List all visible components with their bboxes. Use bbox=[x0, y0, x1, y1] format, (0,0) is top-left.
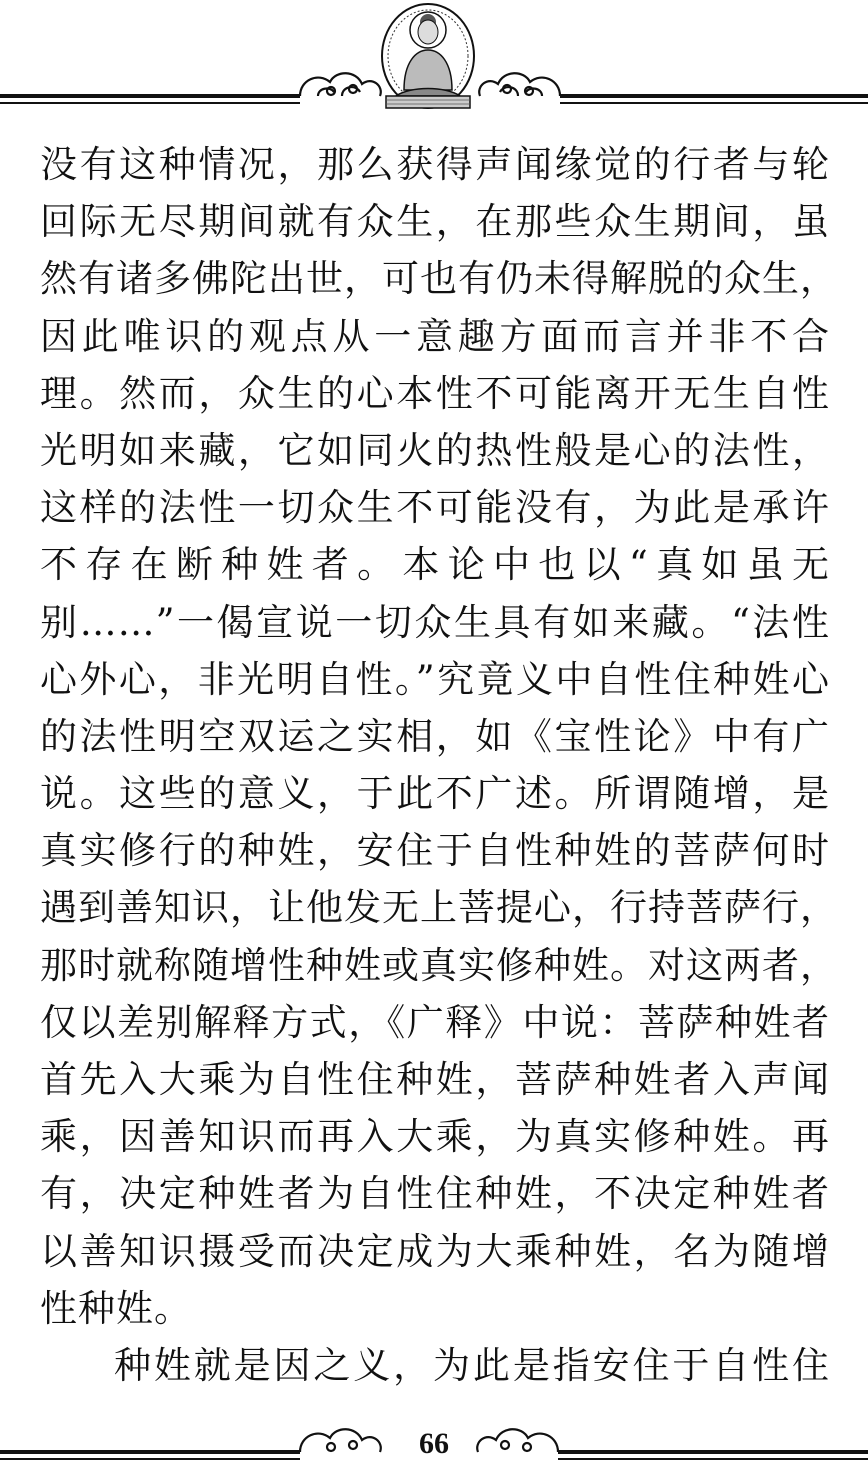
text-line: 光明如来藏，它如同火的热性般是心的法性， bbox=[40, 428, 830, 472]
page-header-ornament bbox=[0, 0, 868, 120]
text-line: 因此唯识的观点从一意趣方面而言并非不合 bbox=[40, 314, 830, 358]
text-line: 别……”一偈宣说一切众生具有如来藏。“法性 bbox=[40, 600, 830, 644]
text-line: 性种姓。 bbox=[40, 1286, 192, 1330]
text-line: 那时就称随增性种姓或真实修种姓。对这两者， bbox=[40, 943, 838, 987]
paragraph-1 bbox=[40, 136, 838, 1337]
text-line: 理。然而，众生的心本性不可能离开无生自性 bbox=[40, 371, 830, 415]
footer-right-double-rule bbox=[558, 1450, 868, 1460]
text-line: 遇到善知识，让他发无上菩提心，行持菩萨行， bbox=[40, 886, 838, 930]
text-line: 的法性明空双运之实相，如《宝性论》中有广 bbox=[40, 714, 830, 758]
text-line: 有，决定种姓者为自性住种姓，不决定种姓者 bbox=[40, 1172, 830, 1216]
header-left-double-rule bbox=[0, 94, 300, 104]
text-line: 不存在断种姓者。本论中也以“真如虽无 bbox=[40, 543, 830, 587]
text-line: 没有这种情况，那么获得声闻缘觉的行者与轮 bbox=[40, 143, 830, 186]
footer-left-cloud-icon bbox=[300, 1429, 381, 1452]
text-line: 说。这些的意义，于此不广述。所谓随增，是 bbox=[40, 772, 830, 816]
seated-buddha-icon bbox=[382, 4, 474, 108]
header-right-double-rule bbox=[560, 94, 868, 104]
header-left-cloud-icon bbox=[300, 73, 381, 96]
text-line: 这样的法性一切众生不可能没有，为此是承许 bbox=[40, 486, 830, 530]
text-line: 心外心，非光明自性。”究竟义中自性住种姓心 bbox=[40, 657, 830, 701]
text-line: 种姓就是因之义，为此是指安住于自性住 bbox=[114, 1343, 830, 1387]
text-line: 仅以差别解释方式，《广释》中说：菩萨种姓者 bbox=[40, 1000, 830, 1044]
header-right-cloud-icon bbox=[479, 73, 560, 96]
page-number: 66 bbox=[419, 1427, 449, 1460]
footer-left-double-rule bbox=[0, 1450, 300, 1460]
header-rule-graphic bbox=[0, 0, 868, 120]
paragraph-2 bbox=[40, 1337, 830, 1394]
text-line: 真实修行的种姓，安住于自性种姓的菩萨何时 bbox=[40, 829, 830, 873]
text-line: 回际无尽期间就有众生，在那些众生期间，虽 bbox=[40, 200, 830, 244]
text-line: 乘，因善知识而再入大乘，为真实修种姓。再 bbox=[40, 1115, 830, 1159]
text-line: 以善知识摄受而决定成为大乘种姓，名为随增 bbox=[40, 1229, 830, 1273]
page-body-text bbox=[40, 136, 838, 1394]
text-line: 首先入大乘为自性住种姓，菩萨种姓者入声闻 bbox=[40, 1058, 830, 1101]
footer-right-cloud-icon bbox=[477, 1429, 558, 1452]
text-line: 然有诸多佛陀出世，可也有仍未得解脱的众生， bbox=[40, 257, 838, 301]
